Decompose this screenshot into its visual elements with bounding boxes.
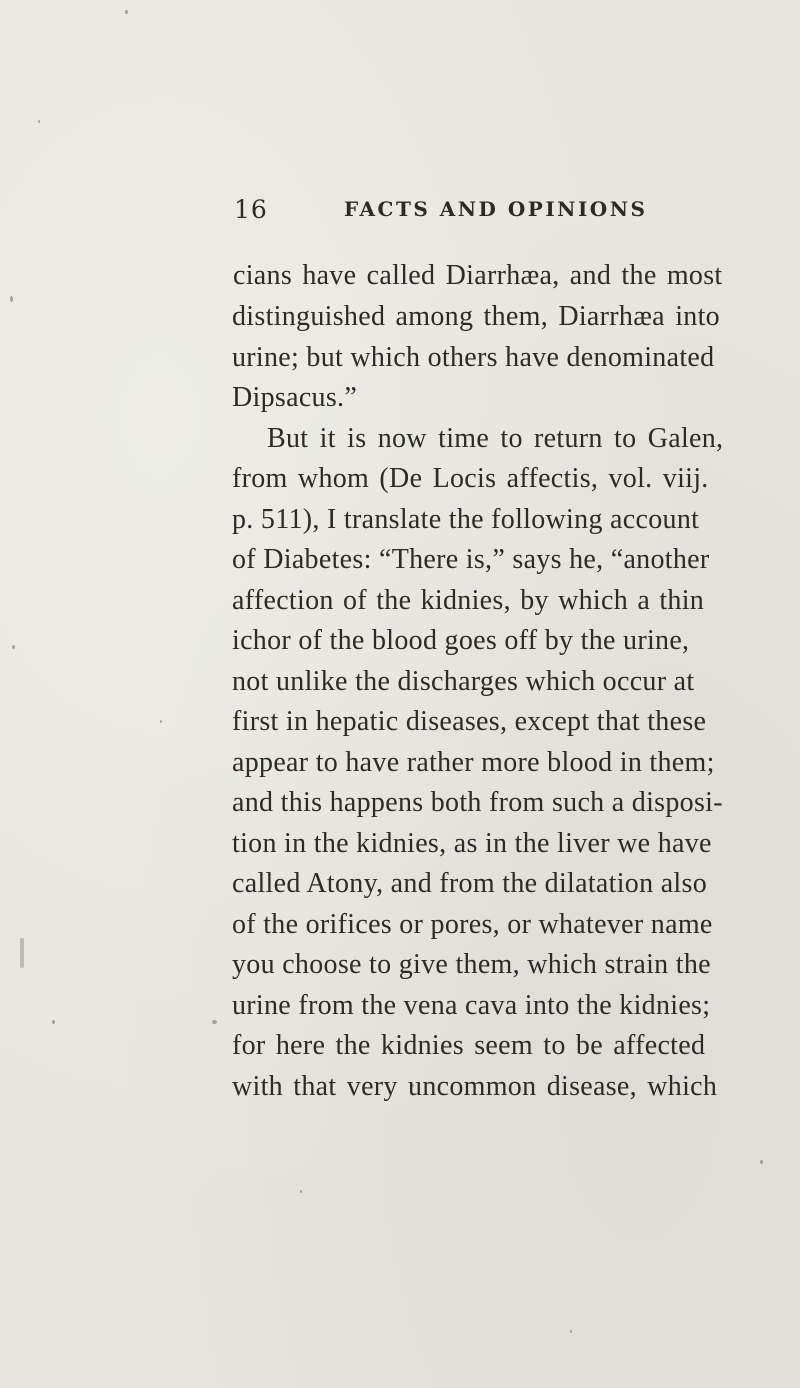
page-number: 16 <box>234 195 268 224</box>
text-line: not unlike the discharges which occur at <box>232 666 695 697</box>
paper-speck <box>300 1190 302 1193</box>
text-line: p. 511), I translate the following account <box>232 504 700 535</box>
running-head: FACTS AND OPINIONS <box>344 197 648 221</box>
paper-speck <box>760 1160 763 1164</box>
paper-speck <box>38 120 40 123</box>
text-line: called Atony, and from the dilatation also <box>232 868 707 899</box>
text-line: Dipsacus.” <box>232 382 358 413</box>
text-line: urine; but which others have denominated <box>232 342 715 373</box>
paper-speck <box>10 296 13 302</box>
text-line: first in hepatic diseases, except that these <box>232 706 707 737</box>
paper-speck <box>52 1020 55 1024</box>
text-line: affection of the kidnies, by which a thin <box>232 585 705 616</box>
text-line: But it is now time to return to Galen, <box>267 423 724 454</box>
text-line: tion in the kidnies, as in the liver we have <box>232 828 712 859</box>
text-line: you choose to give them, which strain the <box>232 949 711 980</box>
text-line: and this happens both from such a disposi- <box>232 787 723 818</box>
paper-speck <box>570 1330 572 1333</box>
text-line: from whom (De Locis affectis, vol. viij. <box>232 463 709 494</box>
paper-speck <box>125 10 128 14</box>
text-line: distinguished among them, Diarrhæa into <box>232 301 720 332</box>
text-line: with that very uncommon disease, which <box>232 1071 718 1102</box>
paper-speck <box>212 1020 217 1024</box>
text-line: of the orifices or pores, or whatever name <box>232 909 713 940</box>
paper-speck <box>20 938 24 968</box>
paper-speck <box>160 720 162 723</box>
page-header <box>0 195 800 235</box>
text-line: urine from the vena cava into the kidnies; <box>232 990 711 1021</box>
text-line: ichor of the blood goes off by the urine, <box>232 625 690 656</box>
text-line: appear to have rather more blood in them; <box>232 747 715 778</box>
text-line: cians have called Diarrhæa, and the most <box>233 260 723 291</box>
text-line: for here the kidnies seem to be affected <box>232 1030 706 1061</box>
text-line: of Diabetes: “There is,” says he, “another <box>232 544 710 575</box>
paper-speck <box>12 645 15 649</box>
